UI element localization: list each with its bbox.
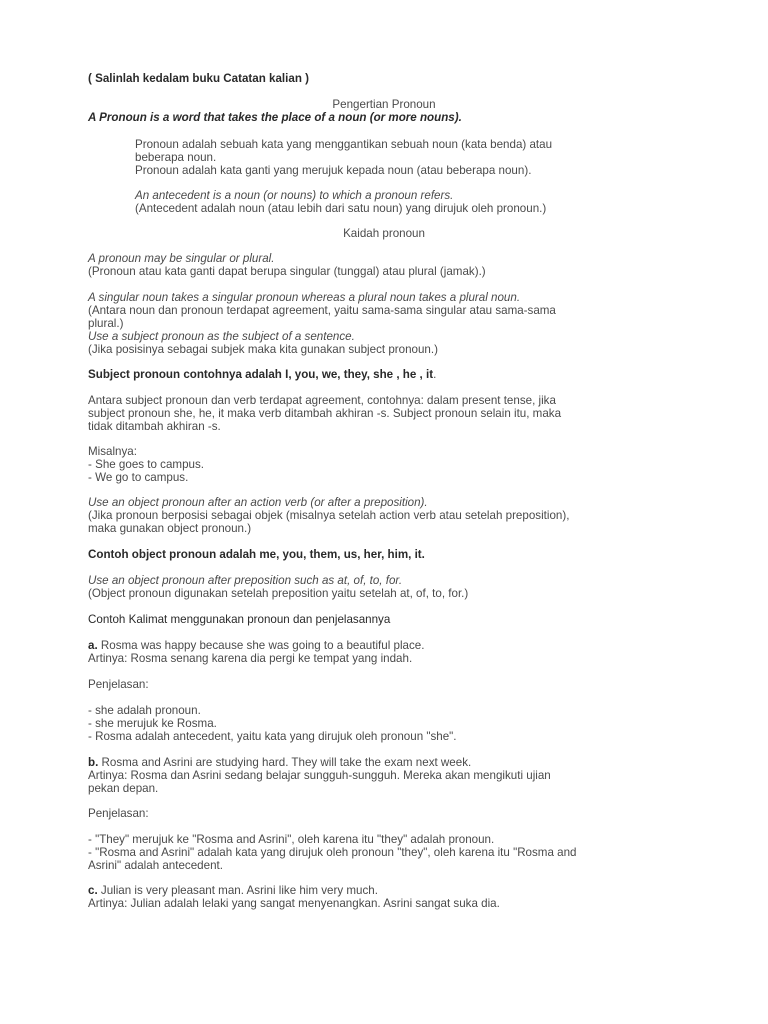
- sentence: Rosma was happy because she was going to a beautiful place.: [97, 639, 425, 652]
- text-line: pekan depan.: [88, 782, 159, 795]
- text-line: Artinya: Rosma senang karena dia pergi ke tempat yang indah.: [88, 652, 413, 665]
- copy-note: ( Salinlah kedalam buku Catatan kalian ): [88, 72, 309, 85]
- heading-kaidah: Kaidah pronoun: [343, 227, 425, 240]
- examples-heading: Contoh Kalimat menggunakan pronoun dan penjelasannya: [88, 613, 391, 626]
- sentence: Rosma and Asrini are studying hard. They will take the exam next week.: [98, 756, 472, 769]
- period: .: [433, 368, 437, 381]
- text-line: (Jika posisinya sebagai subjek maka kita gunakan subject pronoun.): [88, 343, 438, 356]
- text-line: Antara subject pronoun dan verb terdapat agreement, contohnya: dalam present tense, jika: [88, 394, 556, 407]
- label: b.: [88, 756, 99, 769]
- text-line: Use an object pronoun after an action verb (or after a preposition).: [88, 496, 428, 509]
- text-line: Artinya: Julian adalah lelaki yang sangat menyenangkan. Asrini sangat suka dia.: [88, 897, 500, 910]
- text-line: - "They" merujuk ke "Rosma and Asrini", oleh karena itu "they" adalah pronoun.: [88, 833, 495, 846]
- text-line: An antecedent is a noun (or nouns) to which a pronoun refers.: [135, 189, 454, 202]
- bold-text: Subject pronoun contohnya adalah I, you, we, they, she , he , it: [88, 368, 434, 381]
- definition: A Pronoun is a word that takes the place of a noun (or more nouns).: [88, 111, 462, 124]
- text-line: (Antecedent adalah noun (atau lebih dari satu noun) yang dirujuk oleh pronoun.): [135, 202, 547, 215]
- text-line: Penjelasan:: [88, 807, 149, 820]
- text-line: Artinya: Rosma dan Asrini sedang belajar sungguh-sungguh. Mereka akan mengikuti ujian: [88, 769, 551, 782]
- sentence: Julian is very pleasant man. Asrini like him very much.: [97, 884, 378, 897]
- text-line: - Rosma adalah antecedent, yaitu kata yang dirujuk oleh pronoun "she".: [88, 730, 457, 743]
- example-b: [88, 756, 471, 769]
- text-line: Pronoun adalah kata ganti yang merujuk kepada noun (atau beberapa noun).: [135, 164, 532, 177]
- text-line: (Object pronoun digunakan setelah preposition yaitu setelah at, of, to, for.): [88, 587, 469, 600]
- label: c.: [88, 884, 98, 897]
- text-line: Asrini" adalah antecedent.: [88, 859, 223, 872]
- label: a.: [88, 639, 98, 652]
- subject-pronoun-line: [88, 368, 436, 381]
- text-line: - "Rosma and Asrini" adalah kata yang dirujuk oleh pronoun "they", oleh karena itu "Rosma and: [88, 846, 577, 859]
- text-line: maka gunakan object pronoun.): [88, 522, 252, 535]
- text-line: (Pronoun atau kata ganti dapat berupa singular (tunggal) atau plural (jamak).): [88, 265, 486, 278]
- text-line: - she merujuk ke Rosma.: [88, 717, 217, 730]
- text-line: Misalnya:: [88, 445, 137, 458]
- text-line: - We go to campus.: [88, 471, 189, 484]
- text-line: plural.): [88, 317, 124, 330]
- text-line: A pronoun may be singular or plural.: [88, 252, 275, 265]
- heading-pengertian: Pengertian Pronoun: [332, 98, 436, 111]
- example-a: [88, 639, 424, 652]
- text-line: beberapa noun.: [135, 151, 217, 164]
- text-line: A singular noun takes a singular pronoun whereas a plural noun takes a plural noun.: [88, 291, 521, 304]
- text-line: tidak ditambah akhiran -s.: [88, 420, 221, 433]
- text-line: Penjelasan:: [88, 678, 149, 691]
- text-line: Use a subject pronoun as the subject of a sentence.: [88, 330, 355, 343]
- text-line: Use an object pronoun after preposition such as at, of, to, for.: [88, 574, 403, 587]
- text-line: - she adalah pronoun.: [88, 704, 201, 717]
- text-line: (Antara noun dan pronoun terdapat agreement, yaitu sama-sama singular atau sama-sama: [88, 304, 556, 317]
- example-c: [88, 884, 378, 897]
- text-line: Pronoun adalah sebuah kata yang menggantikan sebuah noun (kata benda) atau: [135, 138, 553, 151]
- text-line: subject pronoun she, he, it maka verb ditambah akhiran -s. Subject pronoun selain itu, maka: [88, 407, 562, 420]
- text-line: (Jika pronoun berposisi sebagai objek (misalnya setelah action verb atau setelah preposition),: [88, 509, 570, 522]
- object-pronoun-line: Contoh object pronoun adalah me, you, them, us, her, him, it.: [88, 548, 425, 561]
- text-line: - She goes to campus.: [88, 458, 204, 471]
